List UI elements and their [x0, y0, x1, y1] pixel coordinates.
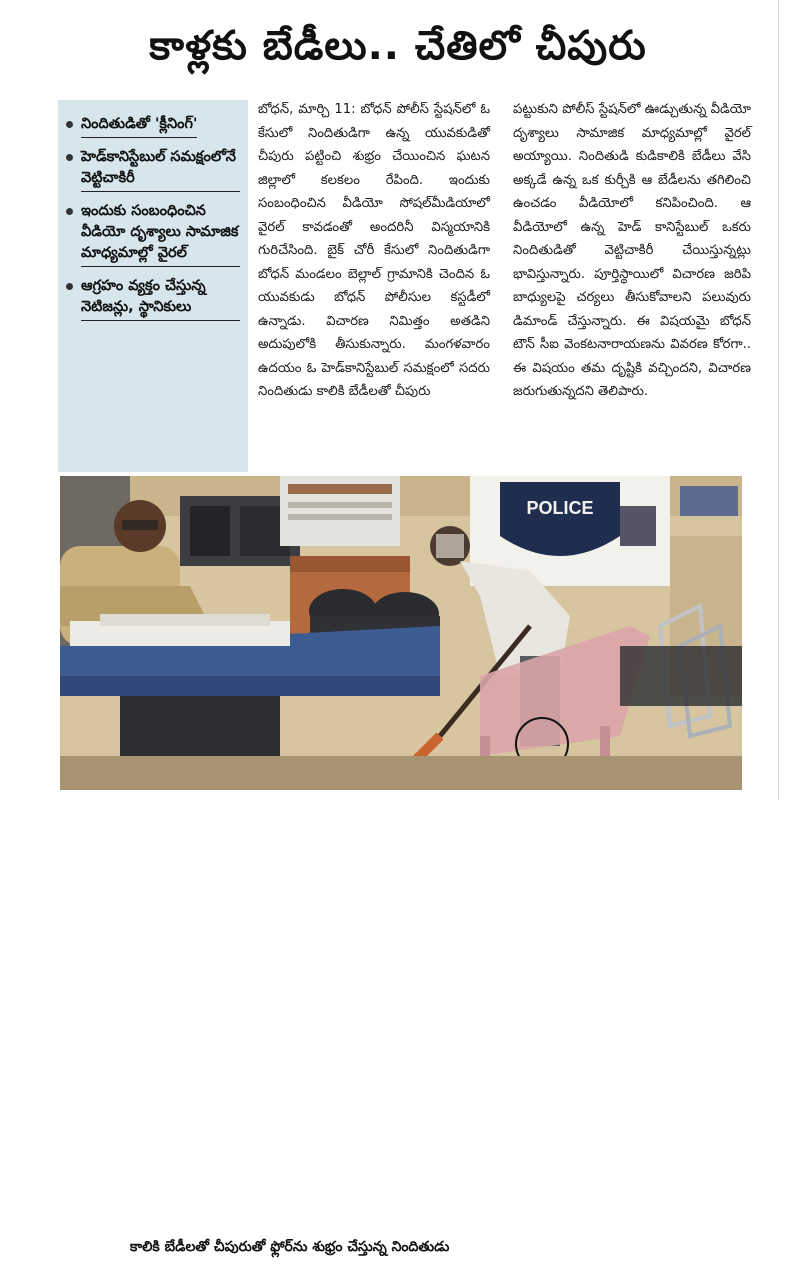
article-column-1: బోధన్, మార్చి 11: బోధన్ పోలీస్ స్టేషన్‌లో ఓ కేసులో నిందితుడిగా ఉన్న యువకుడితో చీపురు పట్టించి శుభ్రం చేయించిన ఘటన జిల్లాలో కలకలం రేపింది. ఇందుకు సంబంధించిన వీడియో సోషల్‌మీడియాలో వైరల్ కావడంతో అందరినీ విస్మయానికి గురిచేసింది. బైక్ చోరీ కేసులో నిందితుడిగా బోధన్ మండలం బెల్లాల్ గ్రామానికి చెందిన ఓ యువకుడు బోధన్ పోలీసుల కస్టడీలో ఉన్నాడు. విచారణ నిమిత్తం అతడిని అదుపులోకి తీసుకున్నారు. మంగళవారం ఉదయం ఓ హెడ్‌కానిస్టేబుల్ సమక్షంలో సదరు నిందితుడు కాలికి బేడీలతో చీపురు: [258, 102, 490, 399]
bullet-icon: [66, 121, 73, 128]
highlight-item: [66, 276, 240, 321]
headline: కాళ్లకు బేడీలు.. చేతిలో చీపురు: [149, 23, 647, 69]
highlight-item: [66, 201, 240, 267]
highlight-text: హెడ్‌కానిస్టేబుల్ సమక్షంలోనే వెట్టిచాకిరీ: [81, 147, 240, 192]
column-rule: [778, 0, 779, 800]
article-column-2: పట్టుకుని పోలీస్ స్టేషన్‌లో ఊడ్చుతున్న వీడియో దృశ్యాలు సామాజిక మాధ్యమాల్లో వైరల్ అయ్యాయి. నిందితుడి కుడికాలికి బేడీలు వేసి అక్కడే ఉన్న ఒక కుర్చీకి ఆ బేడీలను తగిలించి ఉంచడం వీడియోలో కనిపించింది. ఆ వీడియోలో ఉన్న హెడ్ కానిస్టేబుల్ ఒకరు నిందితుడితో వెట్టిచాకిరీ చేయిస్తున్నట్లు భావిస్తున్నారు. పూర్తిస్థాయిలో విచారణ జరిపి బాధ్యులపై చర్యలు తీసుకోవాలని పలువురు డిమాండ్ చేస్తున్నారు. ఈ విషయమై బోధన్ టౌన్ సీఐ వెంకటనారాయణను వివరణ కోరగా.. ఈ విషయం తమ దృష్టికి వచ్చిందని, విచారణ జరుగుతున్నదని తెలిపారు.: [513, 102, 751, 399]
highlight-item: [66, 147, 240, 192]
bullet-icon: [66, 283, 73, 290]
highlights-box: [58, 100, 248, 472]
police-station-scene: [60, 476, 742, 790]
news-photo: [60, 476, 742, 1255]
highlight-text: ఇందుకు సంబంధించిన వీడియో దృశ్యాలు సామాజిక మాధ్యమాల్లో వైరల్: [81, 201, 240, 267]
highlight-item: [66, 114, 240, 138]
bullet-icon: [66, 154, 73, 161]
bullet-icon: [66, 208, 73, 215]
highlight-text: నిందితుడితో 'క్లీనింగ్': [81, 114, 197, 138]
highlight-text: ఆగ్రహం వ్యక్తం చేస్తున్న నెటిజన్లు, స్థానికులు: [81, 276, 240, 321]
photo-caption: కాలికి బేడీలతో చీపురుతో ఫ్లోర్‌ను శుభ్రం చేస్తున్న నిందితుడు: [120, 1227, 802, 1267]
police-sign-text: POLICE: [526, 498, 594, 518]
